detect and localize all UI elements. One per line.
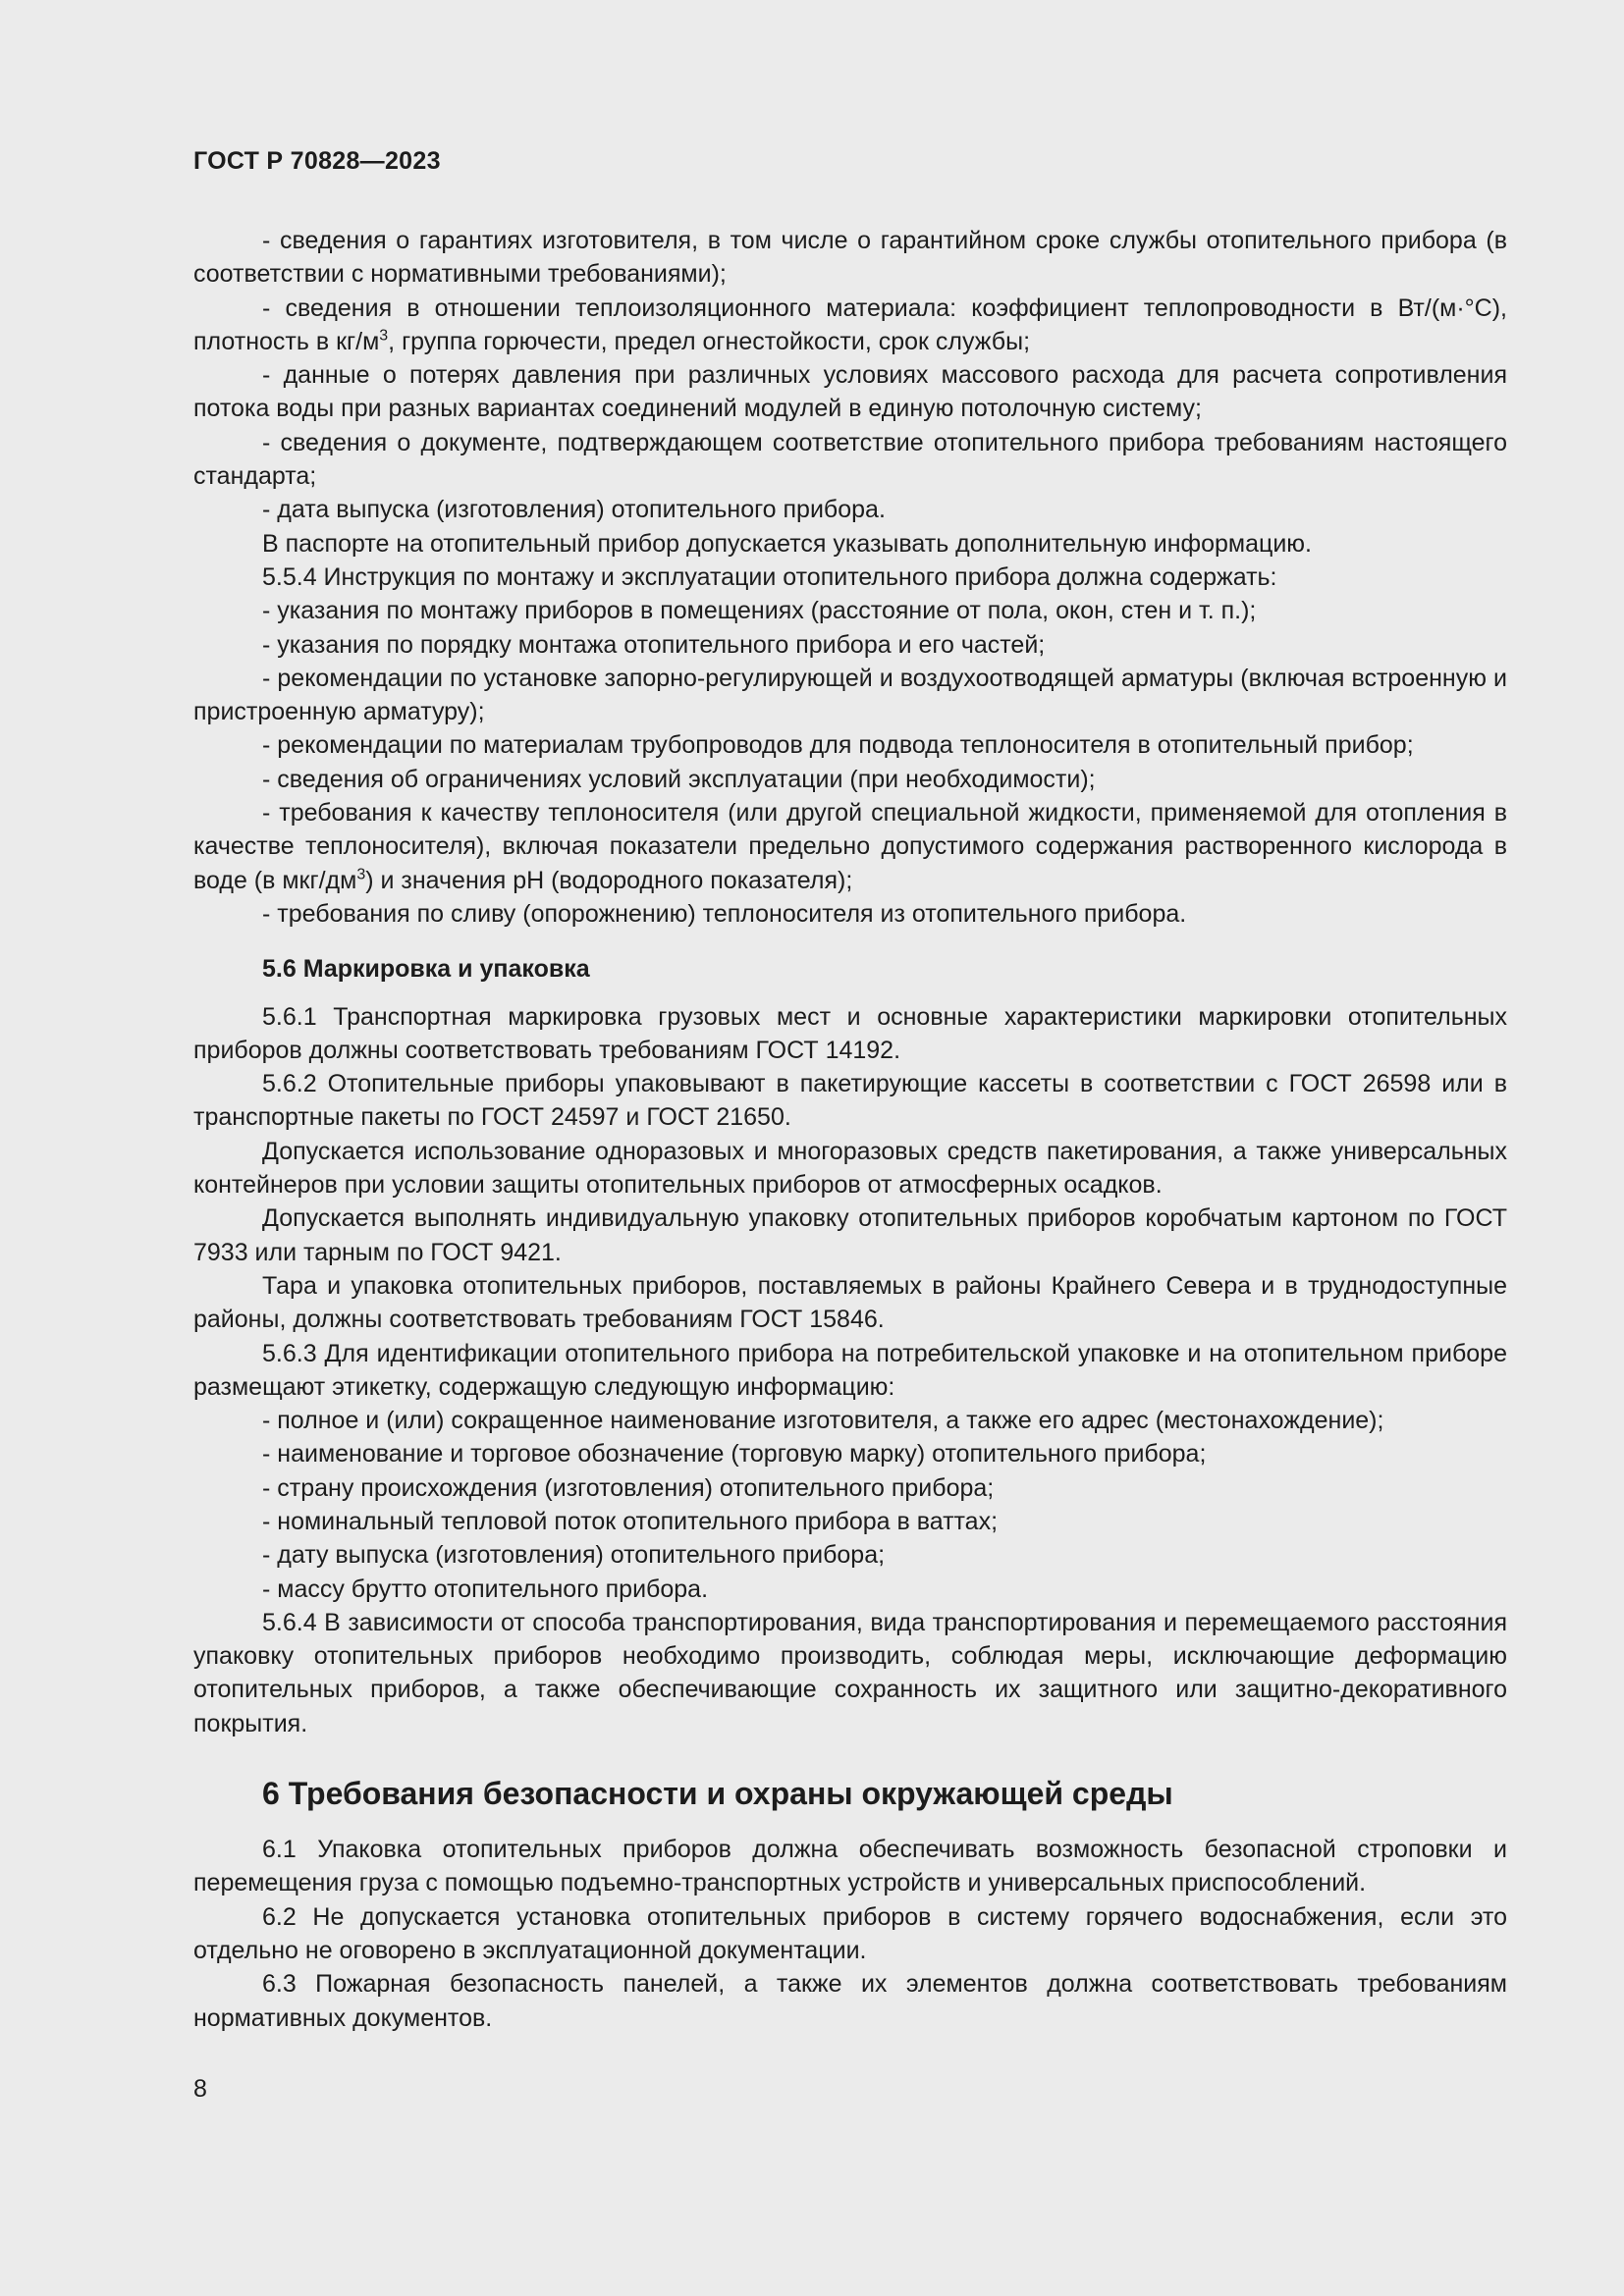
insulation-text-b: , группа горючести, предел огнестойкости, срок службы; bbox=[388, 327, 1031, 355]
instruction-item-6-text-b: ) и значения pH (водородного показателя); bbox=[365, 866, 853, 894]
clause-5-6-2: 5.6.2 Отопительные приборы упаковывают в пакетирующие кассеты в соответствии с ГОСТ 26598 или в транспортные пакеты по ГОСТ 24597 и ГОСТ 21650. bbox=[193, 1070, 1507, 1132]
instruction-item-6-superscript: 3 bbox=[356, 866, 366, 883]
clause-5-6-4: 5.6.4 В зависимости от способа транспортирования, вида транспортирования и перемещаемого расстояния упаковку отопительных приборов необходимо производить, соблюдая меры, исключающие деформацию отопительных приборов, а также обеспечивающие сохранность их защитного или защитно-декоративного покрытия. bbox=[193, 1608, 1507, 1737]
passport-additional-info: В паспорте на отопительный прибор допускается указывать дополнительную информацию. bbox=[262, 529, 1312, 558]
instruction-item-2: - указания по порядку монтажа отопительного прибора и его частей; bbox=[262, 630, 1046, 659]
document-body bbox=[193, 224, 1507, 2035]
passport-item-pressure-loss: - данные о потерях давления при различных условиях массового расхода для расчета сопротивления потока воды при разных вариантах соединений модулей в единую потолочную систему; bbox=[193, 361, 1507, 423]
instruction-item-7: - требования по сливу (опорожнению) теплоносителя из отопительного прибора. bbox=[262, 899, 1187, 928]
section-5-6-heading: 5.6 Маркировка и упаковка bbox=[262, 955, 590, 984]
label-item-3: - страну происхождения (изготовления) отопительного прибора; bbox=[262, 1473, 995, 1502]
clause-north-packaging: Тара и упаковка отопительных приборов, поставляемых в районы Крайнего Севера и в труднодоступные районы, должны соответствовать требованиям ГОСТ 15846. bbox=[193, 1271, 1507, 1334]
passport-item-conformity: - сведения о документе, подтверждающем соответствие отопительного прибора требованиям настоящего стандарта; bbox=[193, 428, 1507, 491]
instruction-item-5: - сведения об ограничениях условий эксплуатации (при необходимости); bbox=[262, 765, 1096, 793]
insulation-superscript: 3 bbox=[379, 327, 389, 345]
clause-5-5-4-intro: 5.5.4 Инструкция по монтажу и эксплуатации отопительного прибора должна содержать: bbox=[262, 562, 1277, 591]
page-number: 8 bbox=[193, 2075, 207, 2103]
instruction-item-6 bbox=[193, 796, 1507, 897]
label-item-1: - полное и (или) сокращенное наименование изготовителя, а также его адрес (местонахождение); bbox=[262, 1407, 1384, 1435]
passport-item-insulation bbox=[193, 292, 1507, 359]
clause-packaging-allowed-2: Допускается выполнять индивидуальную упаковку отопительных приборов коробчатым картоном по ГОСТ 7933 или тарным по ГОСТ 9421. bbox=[193, 1204, 1507, 1266]
clause-6-3: 6.3 Пожарная безопасность панелей, а также их элементов должна соответствовать требованиям нормативных документов. bbox=[193, 1970, 1507, 2032]
label-item-4: - номинальный тепловой поток отопительного прибора в ваттах; bbox=[262, 1507, 999, 1535]
document-header: ГОСТ Р 70828—2023 bbox=[193, 147, 441, 175]
clause-packaging-allowed-1: Допускается использование одноразовых и многоразовых средств пакетирования, а также универсальных контейнеров при условии защиты отопительных приборов от атмосферных осадков. bbox=[193, 1137, 1507, 1200]
instruction-item-6-text-a: - требования к качеству теплоносителя (или другой специальной жидкости, применяемой для отопления в качестве теплоносителя), включая показатели предельно допустимого содержания растворенного кислорода в воде (в мкг/дм bbox=[193, 799, 1507, 894]
label-item-6: - массу брутто отопительного прибора. bbox=[262, 1575, 709, 1603]
clause-5-6-3: 5.6.3 Для идентификации отопительного прибора на потребительской упаковке и на отопительном приборе размещают этикетку, содержащую следующую информацию: bbox=[193, 1339, 1507, 1401]
section-6-heading: 6 Требования безопасности и охраны окружающей среды bbox=[262, 1776, 1173, 1812]
instruction-item-1: - указания по монтажу приборов в помещениях (расстояние от пола, окон, стен и т. п.); bbox=[262, 597, 1257, 625]
label-item-2: - наименование и торговое обозначение (торговую марку) отопительного прибора; bbox=[262, 1440, 1207, 1468]
passport-item-warranty: - сведения о гарантиях изготовителя, в том числе о гарантийном сроке службы отопительного прибора (в соответствии с нормативными требованиями); bbox=[193, 227, 1507, 289]
passport-item-release-date: - дата выпуска (изготовления) отопительного прибора. bbox=[262, 496, 886, 524]
label-item-5: - дату выпуска (изготовления) отопительного прибора; bbox=[262, 1541, 886, 1570]
instruction-item-4: - рекомендации по материалам трубопроводов для подвода теплоносителя в отопительный прибор; bbox=[262, 731, 1414, 760]
clause-6-1: 6.1 Упаковка отопительных приборов должна обеспечивать возможность безопасной строповки и перемещения груза с помощью подъемно-транспортных устройств и универсальных приспособлений. bbox=[193, 1836, 1507, 1897]
instruction-item-3: - рекомендации по установке запорно-регулирующей и воздухоотводящей арматуры (включая встроенную и пристроенную арматуру); bbox=[193, 664, 1507, 726]
clause-5-6-1: 5.6.1 Транспортная маркировка грузовых мест и основные характеристики маркировки отопительных приборов должны соответствовать требованиям ГОСТ 14192. bbox=[193, 1002, 1507, 1064]
clause-6-2: 6.2 Не допускается установка отопительных приборов в систему горячего водоснабжения, если это отдельно не оговорено в эксплуатационной документации. bbox=[193, 1902, 1507, 1964]
insulation-text-a: - сведения в отношении теплоизоляционного материала: коэффициент теплопроводности в Вт/(м·°С), плотность в кг/м bbox=[193, 294, 1507, 355]
